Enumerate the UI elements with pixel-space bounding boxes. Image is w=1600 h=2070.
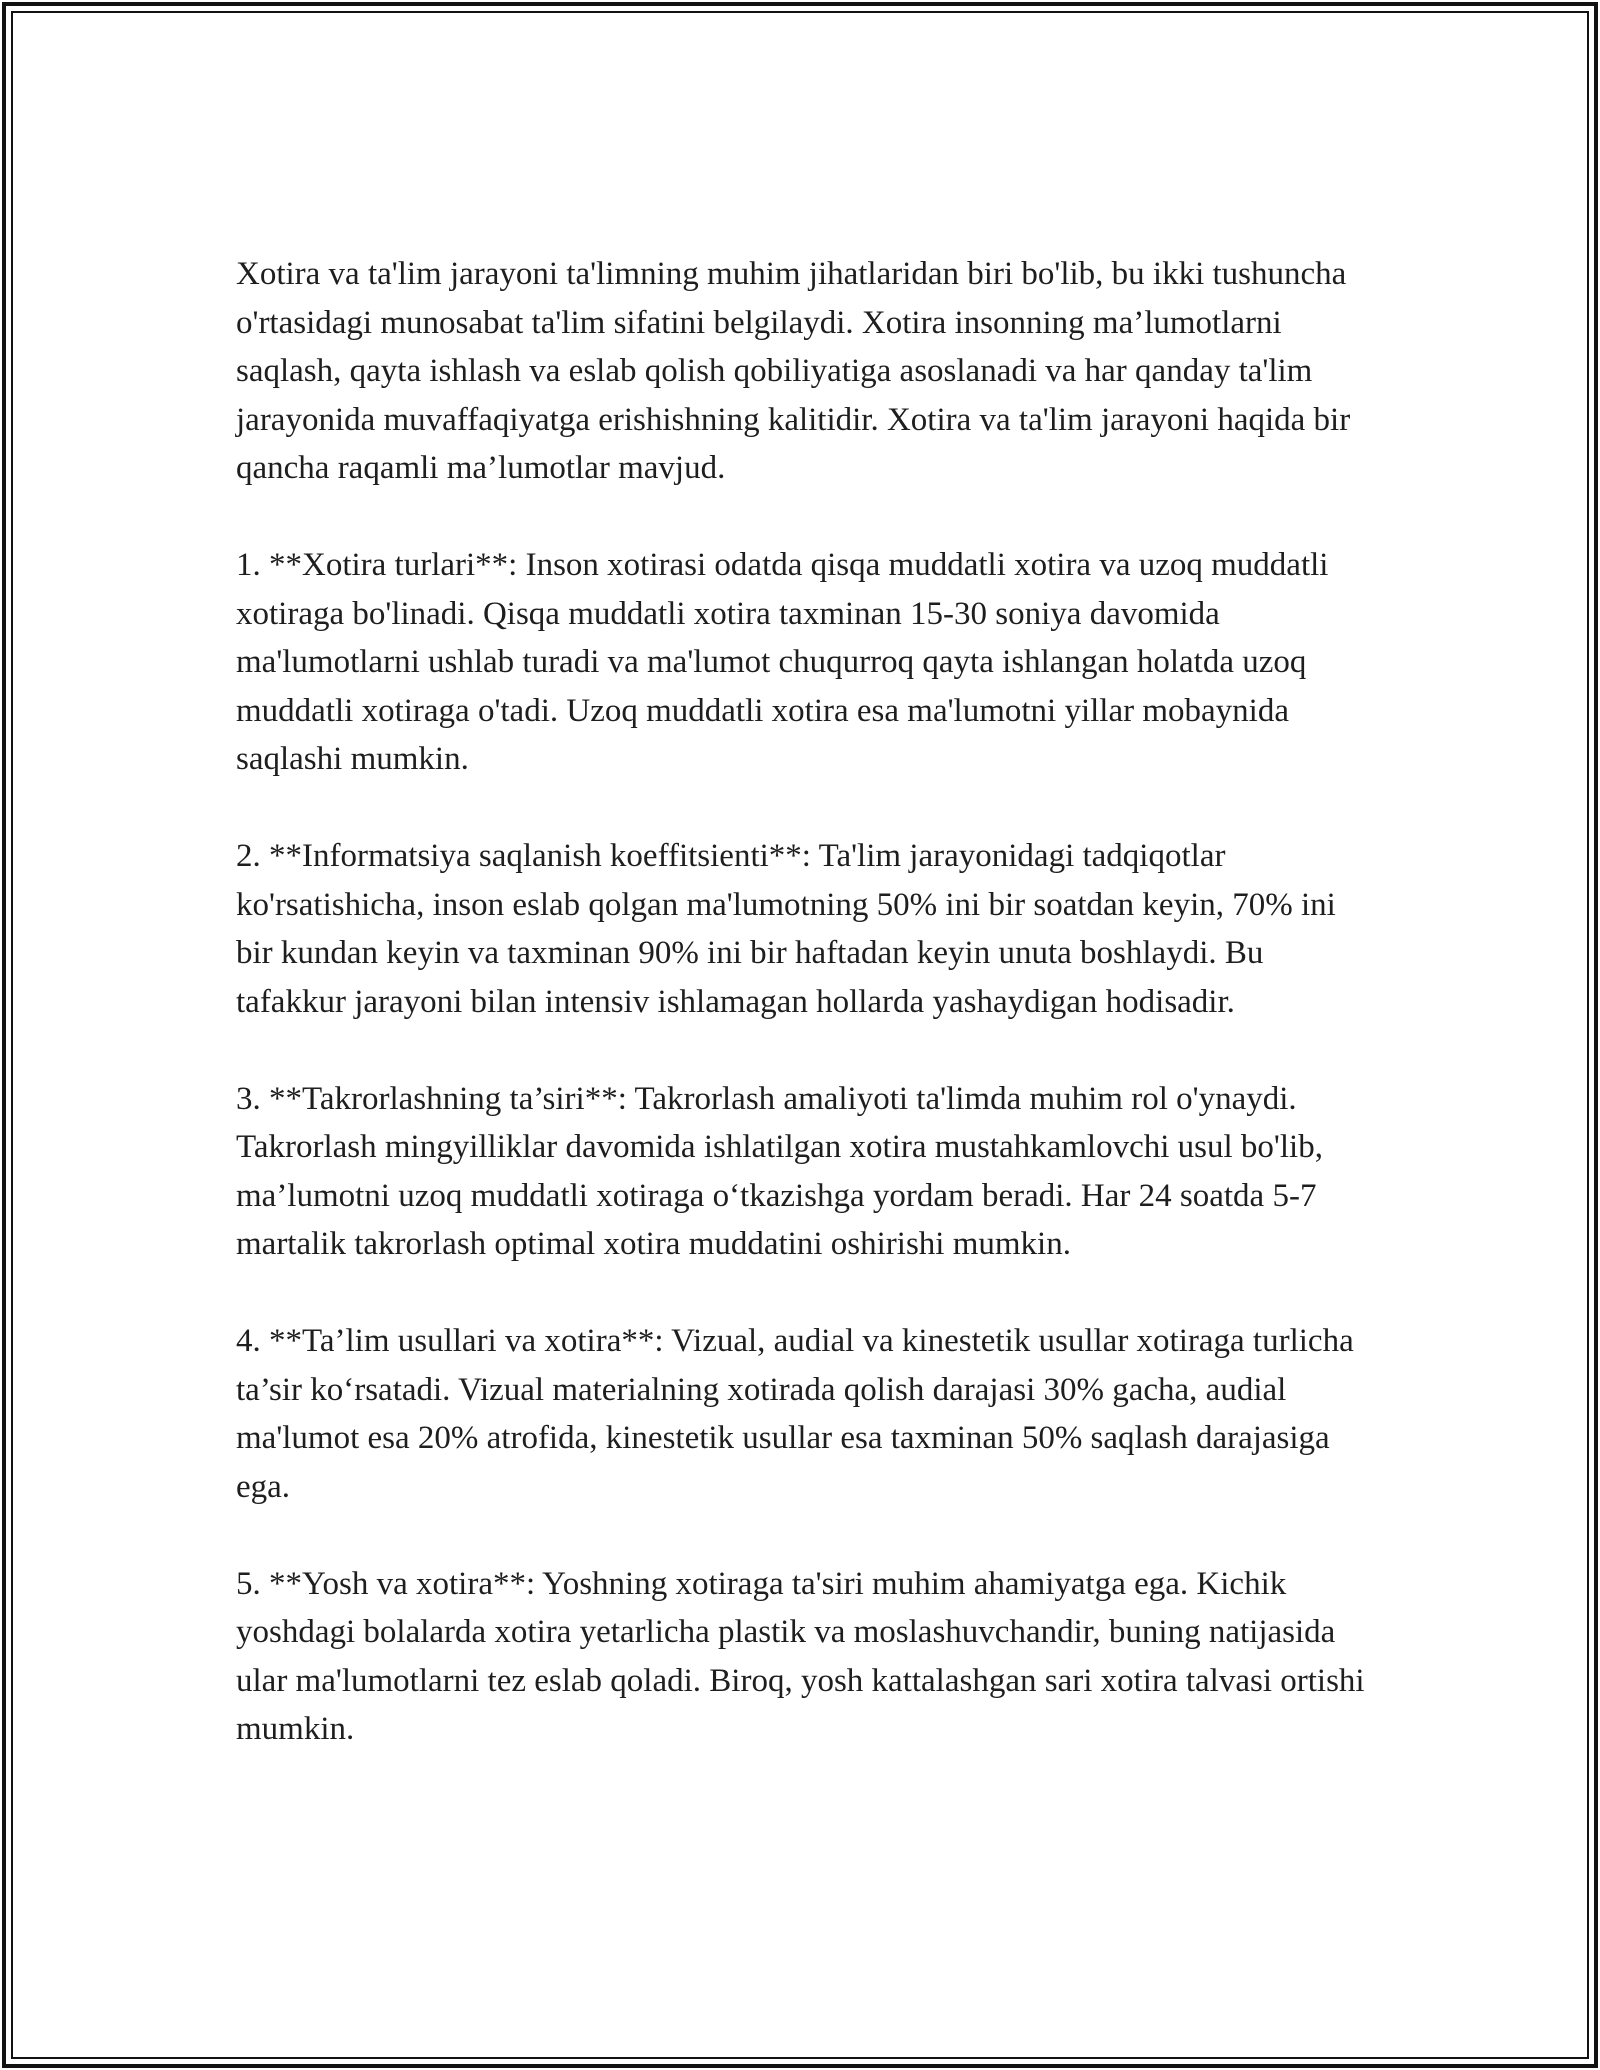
document-body [236,250,1370,1754]
list-item-repetition-effect: 3. **Takrorlashning ta’siri**: Takrorlash amaliyoti ta'limda muhim rol o'ynaydi. Takrorlash mingyilliklar davomida ishlatilgan xotira mustahkamlovchi usul bo'lib, ma’lumotni uzoq muddatli xotiraga o‘tkazishga yordam beradi. Har 24 soatda 5-7 martalik takrorlash optimal xotira muddatini oshirishi mumkin. [236,1080,1323,1262]
list-item-learning-methods: 4. **Ta’lim usullari va xotira**: Vizual, audial va kinestetik usullar xotiraga turlicha ta’sir ko‘rsatadi. Vizual materialning xotirada qolish darajasi 30% gacha, audial ma'lumot esa 20% atrofida, kinestetik usullar esa taxminan 50% saqlash darajasiga ega. [236,1323,1354,1505]
list-item-retention-coefficient: 2. **Informatsiya saqlanish koeffitsienti**: Ta'lim jarayonidagi tadqiqotlar ko'rsatishicha, inson eslab qolgan ma'lumotning 50% ini bir soatdan keyin, 70% ini bir kundan keyin va taxminan 90% ini bir haftadan keyin unuta boshlaydi. Bu tafakkur jarayoni bilan intensiv ishlamagan hollarda yashaydigan hodisadir. [236,838,1336,1020]
intro-paragraph: Xotira va ta'lim jarayoni ta'limning muhim jihatlaridan biri bo'lib, bu ikki tushuncha o'rtasidagi munosabat ta'lim sifatini belgilaydi. Xotira insonning ma’lumotlarni saqlash, qayta ishlash va eslab qolish qobiliyatiga asoslanadi va har qanday ta'lim jarayonida muvaffaqiyatga erishishning kalitidir. Xotira va ta'lim jarayoni haqida bir qancha raqamli ma’lumotlar mavjud. [236,256,1351,486]
list-item-memory-types: 1. **Xotira turlari**: Inson xotirasi odatda qisqa muddatli xotira va uzoq muddatli xotiraga bo'linadi. Qisqa muddatli xotira taxminan 15-30 soniya davomida ma'lumotlarni ushlab turadi va ma'lumot chuqurroq qayta ishlangan holatda uzoq muddatli xotiraga o'tadi. Uzoq muddatli xotira esa ma'lumotni yillar mobaynida saqlashi mumkin. [236,547,1329,777]
list-item-age-and-memory: 5. **Yosh va xotira**: Yoshning xotiraga ta'siri muhim ahamiyatga ega. Kichik yoshdagi bolalarda xotira yetarlicha plastik va moslashuvchandir, buning natijasida ular ma'lumotlarni tez eslab qoladi. Biroq, yosh kattalashgan sari xotira talvasi ortishi mumkin. [236,1565,1365,1747]
